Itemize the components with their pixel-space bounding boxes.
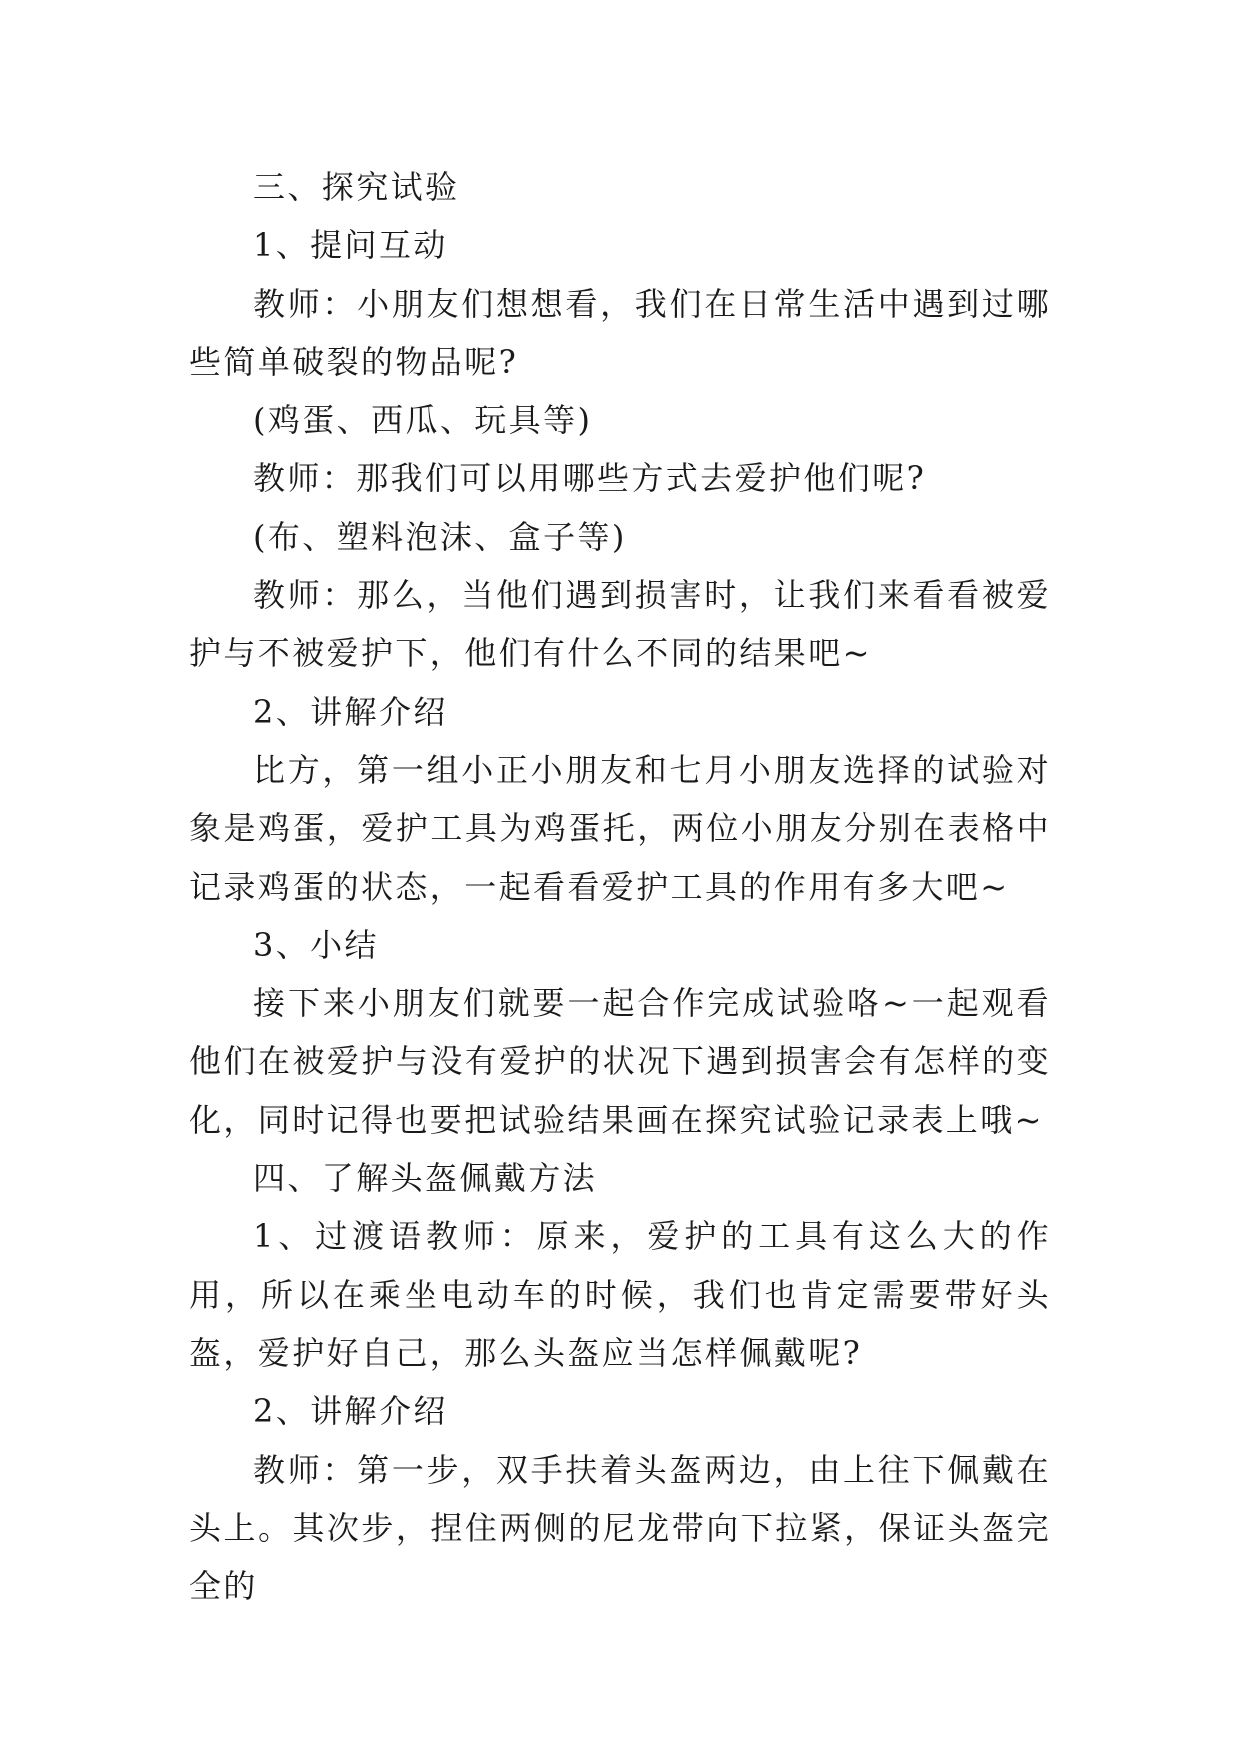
paragraph: 1、过渡语教师：原来，爱护的工具有这么大的作用，所以在乘坐电动车的时候，我们也肯定需要带好头盔，爱护好自己，那么头盔应当怎样佩戴呢? xyxy=(189,1217,1051,1372)
paragraph: 教师：那么，当他们遇到损害时，让我们来看看被爱护与不被爱护下，他们有什么不同的结果吧~ xyxy=(189,576,1051,673)
paragraph: 教师：那我们可以用哪些方式去爱护他们呢? xyxy=(253,459,927,498)
subheading-summary: 3、小结 xyxy=(253,925,379,964)
paragraph: 比方，第一组小正小朋友和七月小朋友选择的试验对象是鸡蛋，爱护工具为鸡蛋托，两位小朋友分别在表格中记录鸡蛋的状态，一起看看爱护工具的作用有多大吧~ xyxy=(189,750,1051,906)
section-heading-inquiry-experiment: 三、探究试验 xyxy=(253,168,460,206)
subheading-explanation: 2、讲解介绍 xyxy=(253,1392,448,1431)
subheading-explanation: 2、讲解介绍 xyxy=(253,692,448,731)
paragraph: (布、塑料泡沫、盒子等) xyxy=(253,517,627,556)
paragraph: 教师：第一步，双手扶着头盔两边，由上往下佩戴在头上。其次步，捏住两侧的尼龙带向下拉紧，保证头盔完全的 xyxy=(189,1450,1051,1606)
document-body xyxy=(189,158,1051,1615)
section-heading-helmet-wearing: 四、了解头盔佩戴方法 xyxy=(253,1159,598,1198)
subheading-questioning: 1、提问互动 xyxy=(253,226,448,265)
paragraph: (鸡蛋、西瓜、玩具等) xyxy=(253,401,593,440)
paragraph: 教师：小朋友们想想看，我们在日常生活中遇到过哪些简单破裂的物品呢? xyxy=(189,284,1051,381)
paragraph: 接下来小朋友们就要一起合作完成试验咯~一起观看他们在被爱护与没有爱护的状况下遇到损害会有怎样的变化，同时记得也要把试验结果画在探究试验记录表上哦~ xyxy=(189,984,1051,1139)
